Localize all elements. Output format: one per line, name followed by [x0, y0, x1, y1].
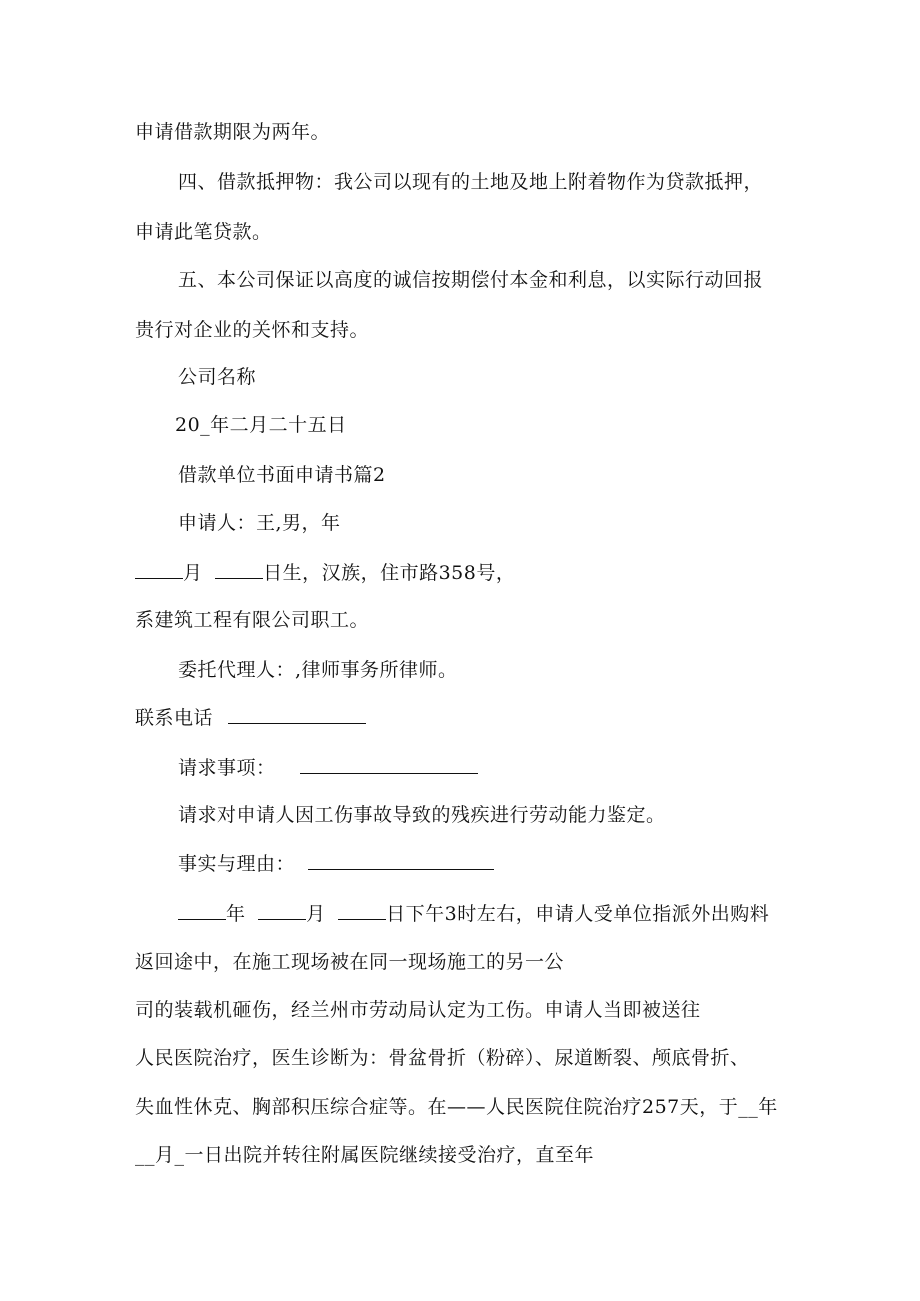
discharge-line	[135, 1143, 594, 1167]
text: 系建筑工程有限公司职工。	[135, 609, 370, 631]
text: 司的装载机砸伤，经兰州市劳动局认定为工伤。申请人当即被送往	[135, 999, 701, 1021]
section-title	[178, 463, 386, 487]
thanks-line	[135, 318, 369, 342]
text: 请求对申请人因工伤事故导致的残疾进行劳动能力鉴定。	[178, 804, 666, 826]
request-blank	[300, 755, 478, 774]
request-content-line	[178, 803, 666, 827]
text: 日生，汉族，住市路358号，	[263, 562, 516, 584]
text: 月	[306, 903, 326, 925]
text: 申请人：王,男，年	[178, 512, 341, 534]
incident-date-line	[178, 901, 769, 926]
blank-field	[135, 560, 183, 579]
company-name-line	[178, 365, 256, 389]
text: 失血性休克、胸部积压综合症等。在——人民医院住院治疗257天，于__年	[135, 1096, 778, 1118]
text: 年	[226, 903, 246, 925]
agent-line	[178, 658, 458, 682]
blank-field	[258, 901, 306, 920]
text: 公司名称	[178, 366, 257, 388]
text: 人民医院治疗，医生诊断为：骨盆骨折（粉碎）、尿道断裂、颅底骨折、	[135, 1047, 750, 1069]
text: 四、借款抵押物：我公司以现有的土地及地上附着物作为贷款抵押，	[178, 171, 764, 193]
phone-blank	[228, 705, 366, 724]
text: 联系电话	[135, 707, 214, 729]
text: 申请借款期限为两年。	[135, 121, 331, 143]
guarantee-line	[178, 268, 763, 292]
blank-field	[178, 901, 226, 920]
incident-line-2	[135, 950, 564, 974]
text: 请求事项：	[178, 757, 276, 779]
employer-line	[135, 608, 369, 632]
text: 月	[183, 562, 203, 584]
facts-blank	[308, 851, 494, 870]
hospital-stay-line	[135, 1095, 778, 1119]
collateral-line	[178, 170, 763, 194]
text: 申请此笔贷款。	[135, 221, 272, 243]
applicant-line	[178, 511, 341, 535]
text: 日下午3时左右，申请人受单位指派外出购料	[386, 903, 770, 925]
diagnosis-line	[135, 1046, 750, 1070]
date-line	[175, 413, 347, 437]
loan-term-line	[135, 120, 330, 144]
blank-field	[215, 560, 263, 579]
text: 委托代理人：,律师事务所律师。	[178, 659, 458, 681]
text: 贵行对企业的关怀和支持。	[135, 319, 370, 341]
incident-line-3	[135, 998, 701, 1022]
text: 返回途中，在施工现场被在同一现场施工的另一公	[135, 951, 565, 973]
apply-loan-line	[135, 220, 272, 244]
text: 五、本公司保证以高度的诚信按期偿付本金和利息，以实际行动回报	[178, 269, 764, 291]
text: 事实与理由：	[178, 853, 296, 875]
birth-address-line	[135, 560, 515, 585]
facts-reasons-line	[178, 851, 494, 876]
text: 借款单位书面申请书篇2	[178, 464, 386, 486]
blank-field	[338, 901, 386, 920]
text: __月_一日出院并转往附属医院继续接受治疗，直至年	[135, 1144, 595, 1166]
text: 20_年二月二十五日	[175, 414, 347, 436]
phone-line	[135, 705, 366, 730]
request-items-line	[178, 755, 478, 780]
